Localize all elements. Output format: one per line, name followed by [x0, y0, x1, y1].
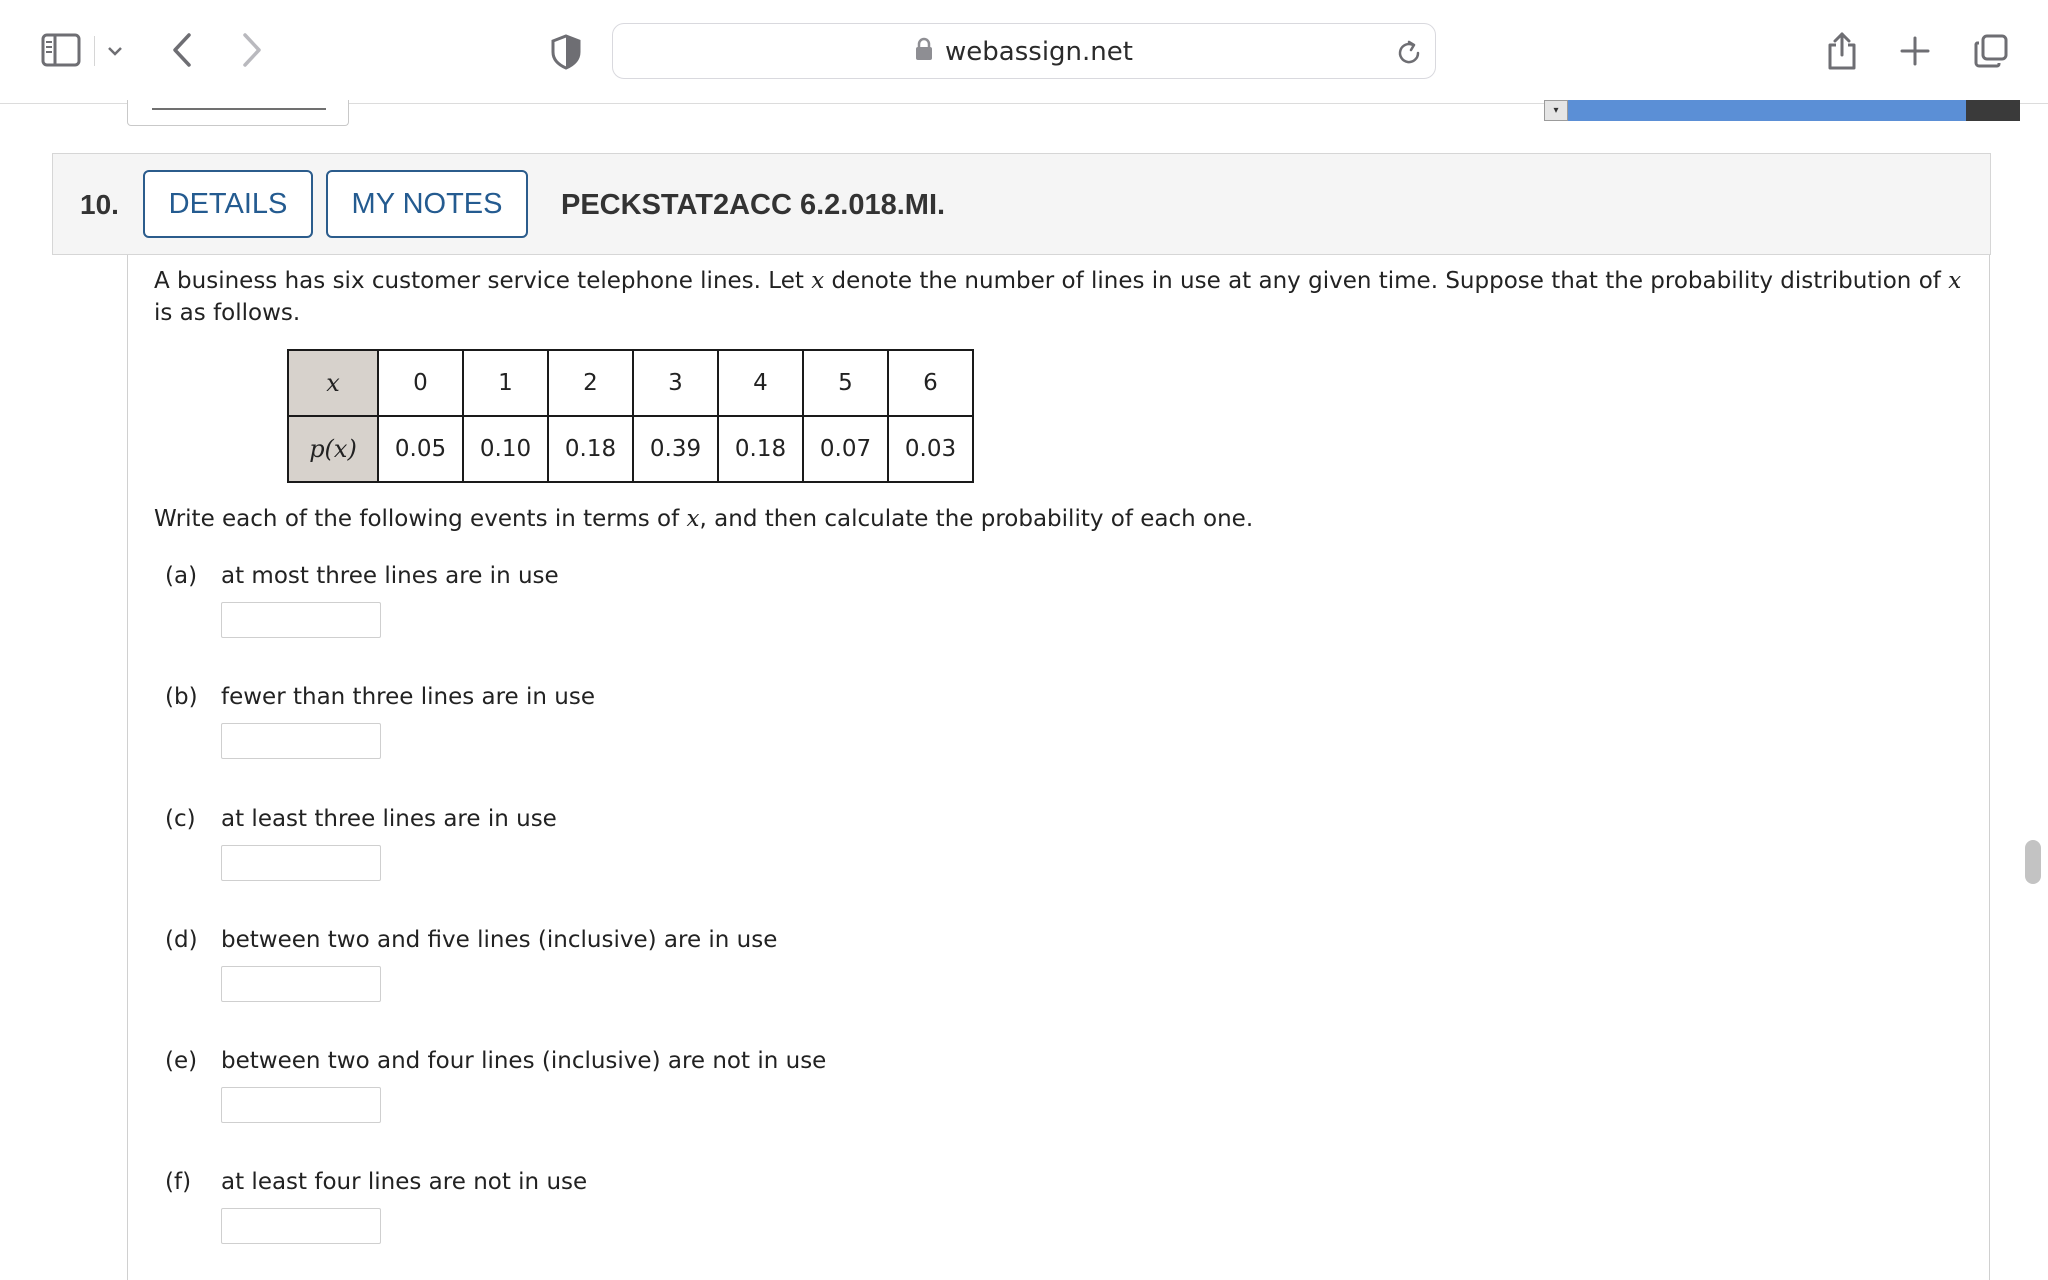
part-text: fewer than three lines are in use [221, 684, 596, 710]
variable-x: x [811, 268, 825, 294]
previous-toolbar-highlight [1568, 100, 1966, 121]
intro-text-1: A business has six customer service telephone lines. Let [154, 268, 812, 294]
x-value: 0 [378, 350, 463, 416]
instructions-text-1: Write each of the following events in terms of [154, 506, 687, 532]
details-button[interactable]: DETAILS [143, 170, 313, 238]
intro-text-3: is as follows. [154, 300, 301, 326]
part-text: between two and five lines (inclusive) are in use [221, 927, 778, 953]
toolbar-divider [94, 36, 95, 66]
lock-icon [915, 37, 933, 68]
variable-x: x [686, 506, 700, 532]
p-value: 0.18 [718, 416, 803, 482]
question-intro [154, 265, 1984, 329]
part-text: at least four lines are not in use [221, 1169, 588, 1195]
url-text: webassign.net [945, 37, 1133, 67]
instructions-text-2: , and then calculate the probability of each one. [699, 506, 1254, 532]
x-row [288, 350, 973, 416]
p-value: 0.07 [803, 416, 888, 482]
back-arrow-icon[interactable] [160, 28, 204, 72]
part-label: (b) [165, 684, 198, 710]
new-tab-plus-icon[interactable] [1892, 28, 1938, 74]
address-text[interactable] [613, 24, 1435, 80]
variable-x: x [1948, 268, 1962, 294]
intro-text-2: denote the number of lines in use at any given time. Suppose that the probability distribution of [824, 268, 1949, 294]
part-text: at most three lines are in use [221, 563, 559, 589]
x-value: 1 [463, 350, 548, 416]
previous-question-toolbar [1544, 100, 2020, 121]
p-value: 0.03 [888, 416, 973, 482]
p-value: 0.39 [633, 416, 718, 482]
part-label: (c) [165, 806, 196, 832]
answer-input-e[interactable] [221, 1087, 381, 1123]
px-header: p(x) [288, 416, 378, 482]
part-label: (d) [165, 927, 198, 953]
x-value: 5 [803, 350, 888, 416]
previous-question-box [127, 100, 349, 126]
part-label: (e) [165, 1048, 198, 1074]
part-text: between two and four lines (inclusive) are not in use [221, 1048, 827, 1074]
x-value: 2 [548, 350, 633, 416]
part-text: at least three lines are in use [221, 806, 557, 832]
answer-input-d[interactable] [221, 966, 381, 1002]
part-label: (a) [165, 563, 198, 589]
p-value: 0.05 [378, 416, 463, 482]
answer-input-b[interactable] [221, 723, 381, 759]
sidebar-toggle-icon[interactable] [38, 30, 84, 70]
chevron-down-icon[interactable] [100, 36, 130, 66]
px-row [288, 416, 973, 482]
answer-input-c[interactable] [221, 845, 381, 881]
x-value: 3 [633, 350, 718, 416]
p-value: 0.10 [463, 416, 548, 482]
browser-toolbar [0, 0, 2048, 104]
x-value: 4 [718, 350, 803, 416]
dropdown-arrow-icon[interactable]: ▾ [1544, 100, 1568, 121]
question-number: 10. [80, 189, 119, 220]
question-body [127, 255, 1990, 1280]
probability-distribution-table [287, 349, 974, 483]
previous-answer-field [152, 100, 326, 110]
privacy-shield-icon[interactable] [544, 30, 588, 74]
p-value: 0.18 [548, 416, 633, 482]
answer-input-a[interactable] [221, 602, 381, 638]
answer-input-f[interactable] [221, 1208, 381, 1244]
previous-toolbar-end [1966, 100, 2020, 121]
forward-arrow-icon[interactable] [230, 28, 274, 72]
share-icon[interactable] [1820, 28, 1864, 74]
my-notes-button[interactable]: MY NOTES [326, 170, 528, 238]
question-code: PECKSTAT2ACC 6.2.018.MI. [561, 188, 946, 221]
question-header [52, 153, 1991, 255]
reload-icon[interactable] [1390, 34, 1428, 72]
tab-overview-icon[interactable] [1968, 28, 2014, 74]
x-header: x [288, 350, 378, 416]
x-value: 6 [888, 350, 973, 416]
address-bar[interactable] [612, 23, 1436, 79]
part-label: (f) [165, 1169, 192, 1195]
instructions [154, 503, 1253, 535]
page-scrollbar-thumb[interactable] [2025, 840, 2041, 884]
